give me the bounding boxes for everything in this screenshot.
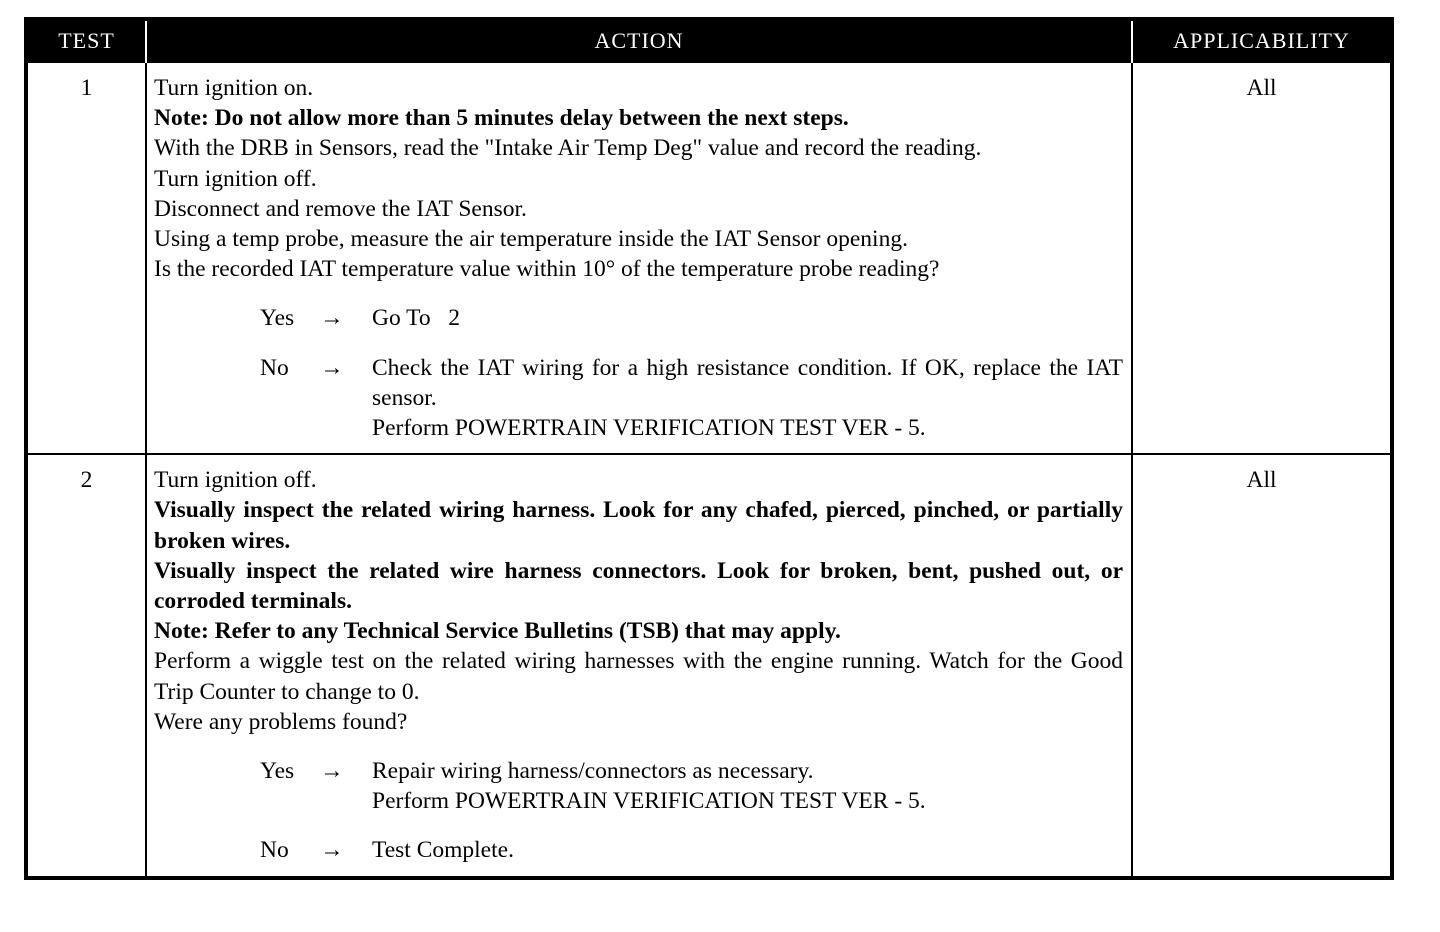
branch-label: Yes xyxy=(260,305,295,332)
action-note: Note: Refer to any Technical Service Bulletins (TSB) that may apply. xyxy=(154,618,841,645)
action-line: Turn ignition off. xyxy=(154,165,317,192)
action-question: Is the recorded IAT temperature value within 10° of the temperature probe reading? xyxy=(154,256,940,283)
branch-label: No xyxy=(260,354,289,381)
branch-no xyxy=(260,353,1123,444)
action-instruction: Visually inspect the related wire harness connectors. Look for broken, bent, pushed out, or corroded terminals. xyxy=(154,557,1123,615)
branch-outcome xyxy=(372,756,1123,816)
arrow-icon: → xyxy=(320,354,344,381)
action-line: Disconnect and remove the IAT Sensor. xyxy=(154,195,527,222)
action-question: Were any problems found? xyxy=(154,708,408,735)
header-test: TEST xyxy=(26,19,146,62)
action-line: Perform a wiggle test on the related wiring harnesses with the engine running. Watch for the Good Trip Counter to change to 0. xyxy=(154,648,1123,705)
branch-list xyxy=(154,756,1123,866)
branch-yes xyxy=(260,756,1123,816)
branch-no xyxy=(260,835,1123,865)
action-cell xyxy=(146,454,1132,877)
test-number: 1 xyxy=(26,62,146,454)
branch-outcome-line: Repair wiring harness/connectors as necessary. xyxy=(372,758,814,785)
branch-label: No xyxy=(260,837,289,864)
action-note: Note: Do not allow more than 5 minutes delay between the next steps. xyxy=(154,105,849,132)
branch-outcome-line: Perform POWERTRAIN VERIFICATION TEST VER - 5. xyxy=(372,788,926,815)
action-line: Turn ignition off. xyxy=(154,467,317,494)
header-action: ACTION xyxy=(146,19,1132,62)
arrow-icon: → xyxy=(320,837,344,864)
branch-outcome-line: Test Complete. xyxy=(372,837,514,864)
branch-outcome xyxy=(372,303,1123,333)
branch-outcome-line: Go To 2 xyxy=(372,305,461,332)
branch-list xyxy=(154,303,1123,443)
table-row xyxy=(26,62,1392,454)
diagnostic-test-table xyxy=(24,17,1394,880)
branch-label: Yes xyxy=(260,758,295,785)
branch-outcome-line: Check the IAT wiring for a high resistance condition. If OK, replace the IAT sensor. xyxy=(372,354,1123,411)
action-line: Turn ignition on. xyxy=(154,75,314,101)
applicability-value: All xyxy=(1132,62,1392,454)
branch-outcome xyxy=(372,353,1123,444)
applicability-value: All xyxy=(1132,454,1392,877)
table-row xyxy=(26,454,1392,877)
test-number: 2 xyxy=(26,454,146,877)
header-applicability: APPLICABILITY xyxy=(1132,19,1392,62)
arrow-icon: → xyxy=(320,305,344,332)
branch-outcome xyxy=(372,835,1123,865)
branch-outcome-line: Perform POWERTRAIN VERIFICATION TEST VER - 5. xyxy=(372,415,926,442)
arrow-icon: → xyxy=(320,758,344,785)
branch-yes xyxy=(260,303,1123,333)
action-instruction: Visually inspect the related wiring harness. Look for any chafed, pierced, pinched, or partially broken wires. xyxy=(154,497,1123,554)
action-line: With the DRB in Sensors, read the "Intake Air Temp Deg" value and record the reading. xyxy=(154,135,982,162)
table-header-row xyxy=(26,19,1392,62)
action-line: Using a temp probe, measure the air temperature inside the IAT Sensor opening. xyxy=(154,226,908,253)
action-cell xyxy=(146,62,1132,454)
